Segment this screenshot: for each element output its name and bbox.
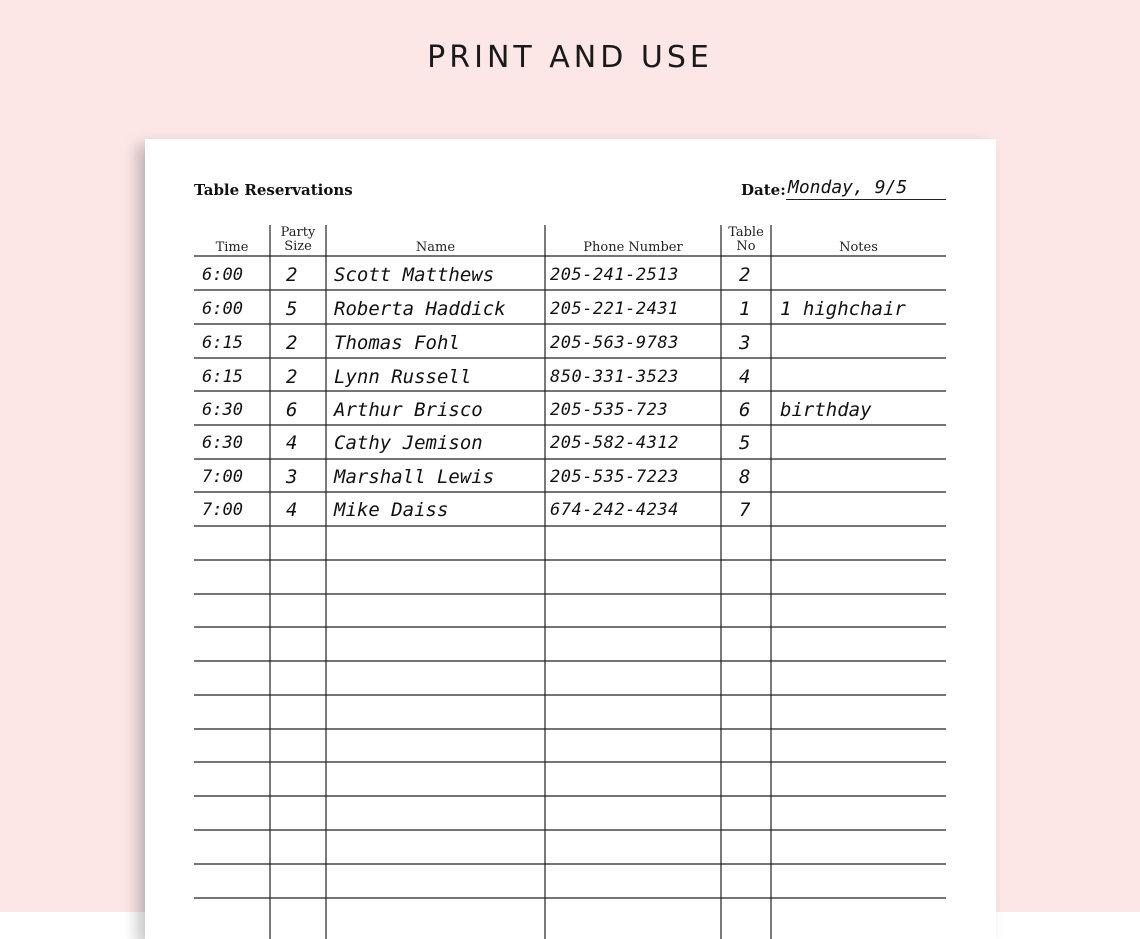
cell-time[interactable]: 6:15 [202,367,243,387]
cell-table-no[interactable]: 5 [739,432,751,454]
cell-name[interactable]: Marshall Lewis [334,466,495,488]
cell-table-no[interactable]: 7 [739,499,751,521]
header-party-line2: Size [284,239,312,254]
cell-phone[interactable]: 205-535-7223 [550,467,679,487]
cell-party-size[interactable]: 6 [286,399,298,421]
cell-time[interactable]: 6:30 [202,433,243,453]
header-party-line1: Party [280,225,316,240]
cell-party-size[interactable]: 3 [286,466,298,488]
cell-notes[interactable]: birthday [780,399,872,421]
cell-phone[interactable]: 205-221-2431 [550,299,679,319]
date-value[interactable]: Monday, 9/5 [786,177,946,200]
cell-time[interactable]: 7:00 [202,500,243,520]
cell-phone[interactable]: 674-242-4234 [550,500,679,520]
cell-party-size[interactable]: 4 [286,432,298,454]
cell-name[interactable]: Arthur Brisco [334,399,483,421]
cell-phone[interactable]: 205-582-4312 [550,433,679,453]
cell-table-no[interactable]: 2 [739,264,751,286]
banner-heading: PRINT AND USE [427,40,713,75]
header-table-line2: No [736,239,756,254]
cell-name[interactable]: Scott Matthews [334,264,495,286]
cell-name[interactable]: Cathy Jemison [334,432,483,454]
cell-table-no[interactable]: 3 [739,332,751,354]
cell-time[interactable]: 6:15 [202,333,243,353]
cell-name[interactable]: Thomas Fohl [334,332,460,354]
cell-table-no[interactable]: 8 [739,466,751,488]
cell-party-size[interactable]: 4 [286,499,298,521]
cell-phone[interactable]: 205-563-9783 [550,333,679,353]
header-notes: Notes [839,240,878,255]
cell-party-size[interactable]: 5 [286,298,298,320]
cell-time[interactable]: 6:00 [202,299,243,319]
sheet-title: Table Reservations [194,181,353,199]
header-party-size [270,226,326,254]
cell-party-size[interactable]: 2 [286,332,298,354]
cell-name[interactable]: Lynn Russell [334,366,472,388]
cell-party-size[interactable]: 2 [286,264,298,286]
cell-time[interactable]: 6:00 [202,265,243,285]
header-name: Name [415,240,456,255]
header-table-no [721,226,771,254]
cell-party-size[interactable]: 2 [286,366,298,388]
cell-name[interactable]: Roberta Haddick [334,298,506,320]
cell-time[interactable]: 7:00 [202,467,243,487]
cell-name[interactable]: Mike Daiss [334,499,449,521]
reservation-sheet [145,139,996,939]
cell-phone[interactable]: 205-241-2513 [550,265,679,285]
cell-notes[interactable]: 1 highchair [780,298,906,320]
cell-time[interactable]: 6:30 [202,400,243,420]
header-time: Time [215,240,249,255]
cell-table-no[interactable]: 6 [739,399,751,421]
cell-phone[interactable]: 850-331-3523 [550,367,679,387]
header-table-line1: Table [728,225,764,240]
header-phone-number: Phone Number [583,240,683,255]
cell-table-no[interactable]: 4 [739,366,751,388]
cell-phone[interactable]: 205-535-723 [550,400,669,420]
cell-table-no[interactable]: 1 [739,298,751,320]
date-label: Date: [741,181,786,199]
